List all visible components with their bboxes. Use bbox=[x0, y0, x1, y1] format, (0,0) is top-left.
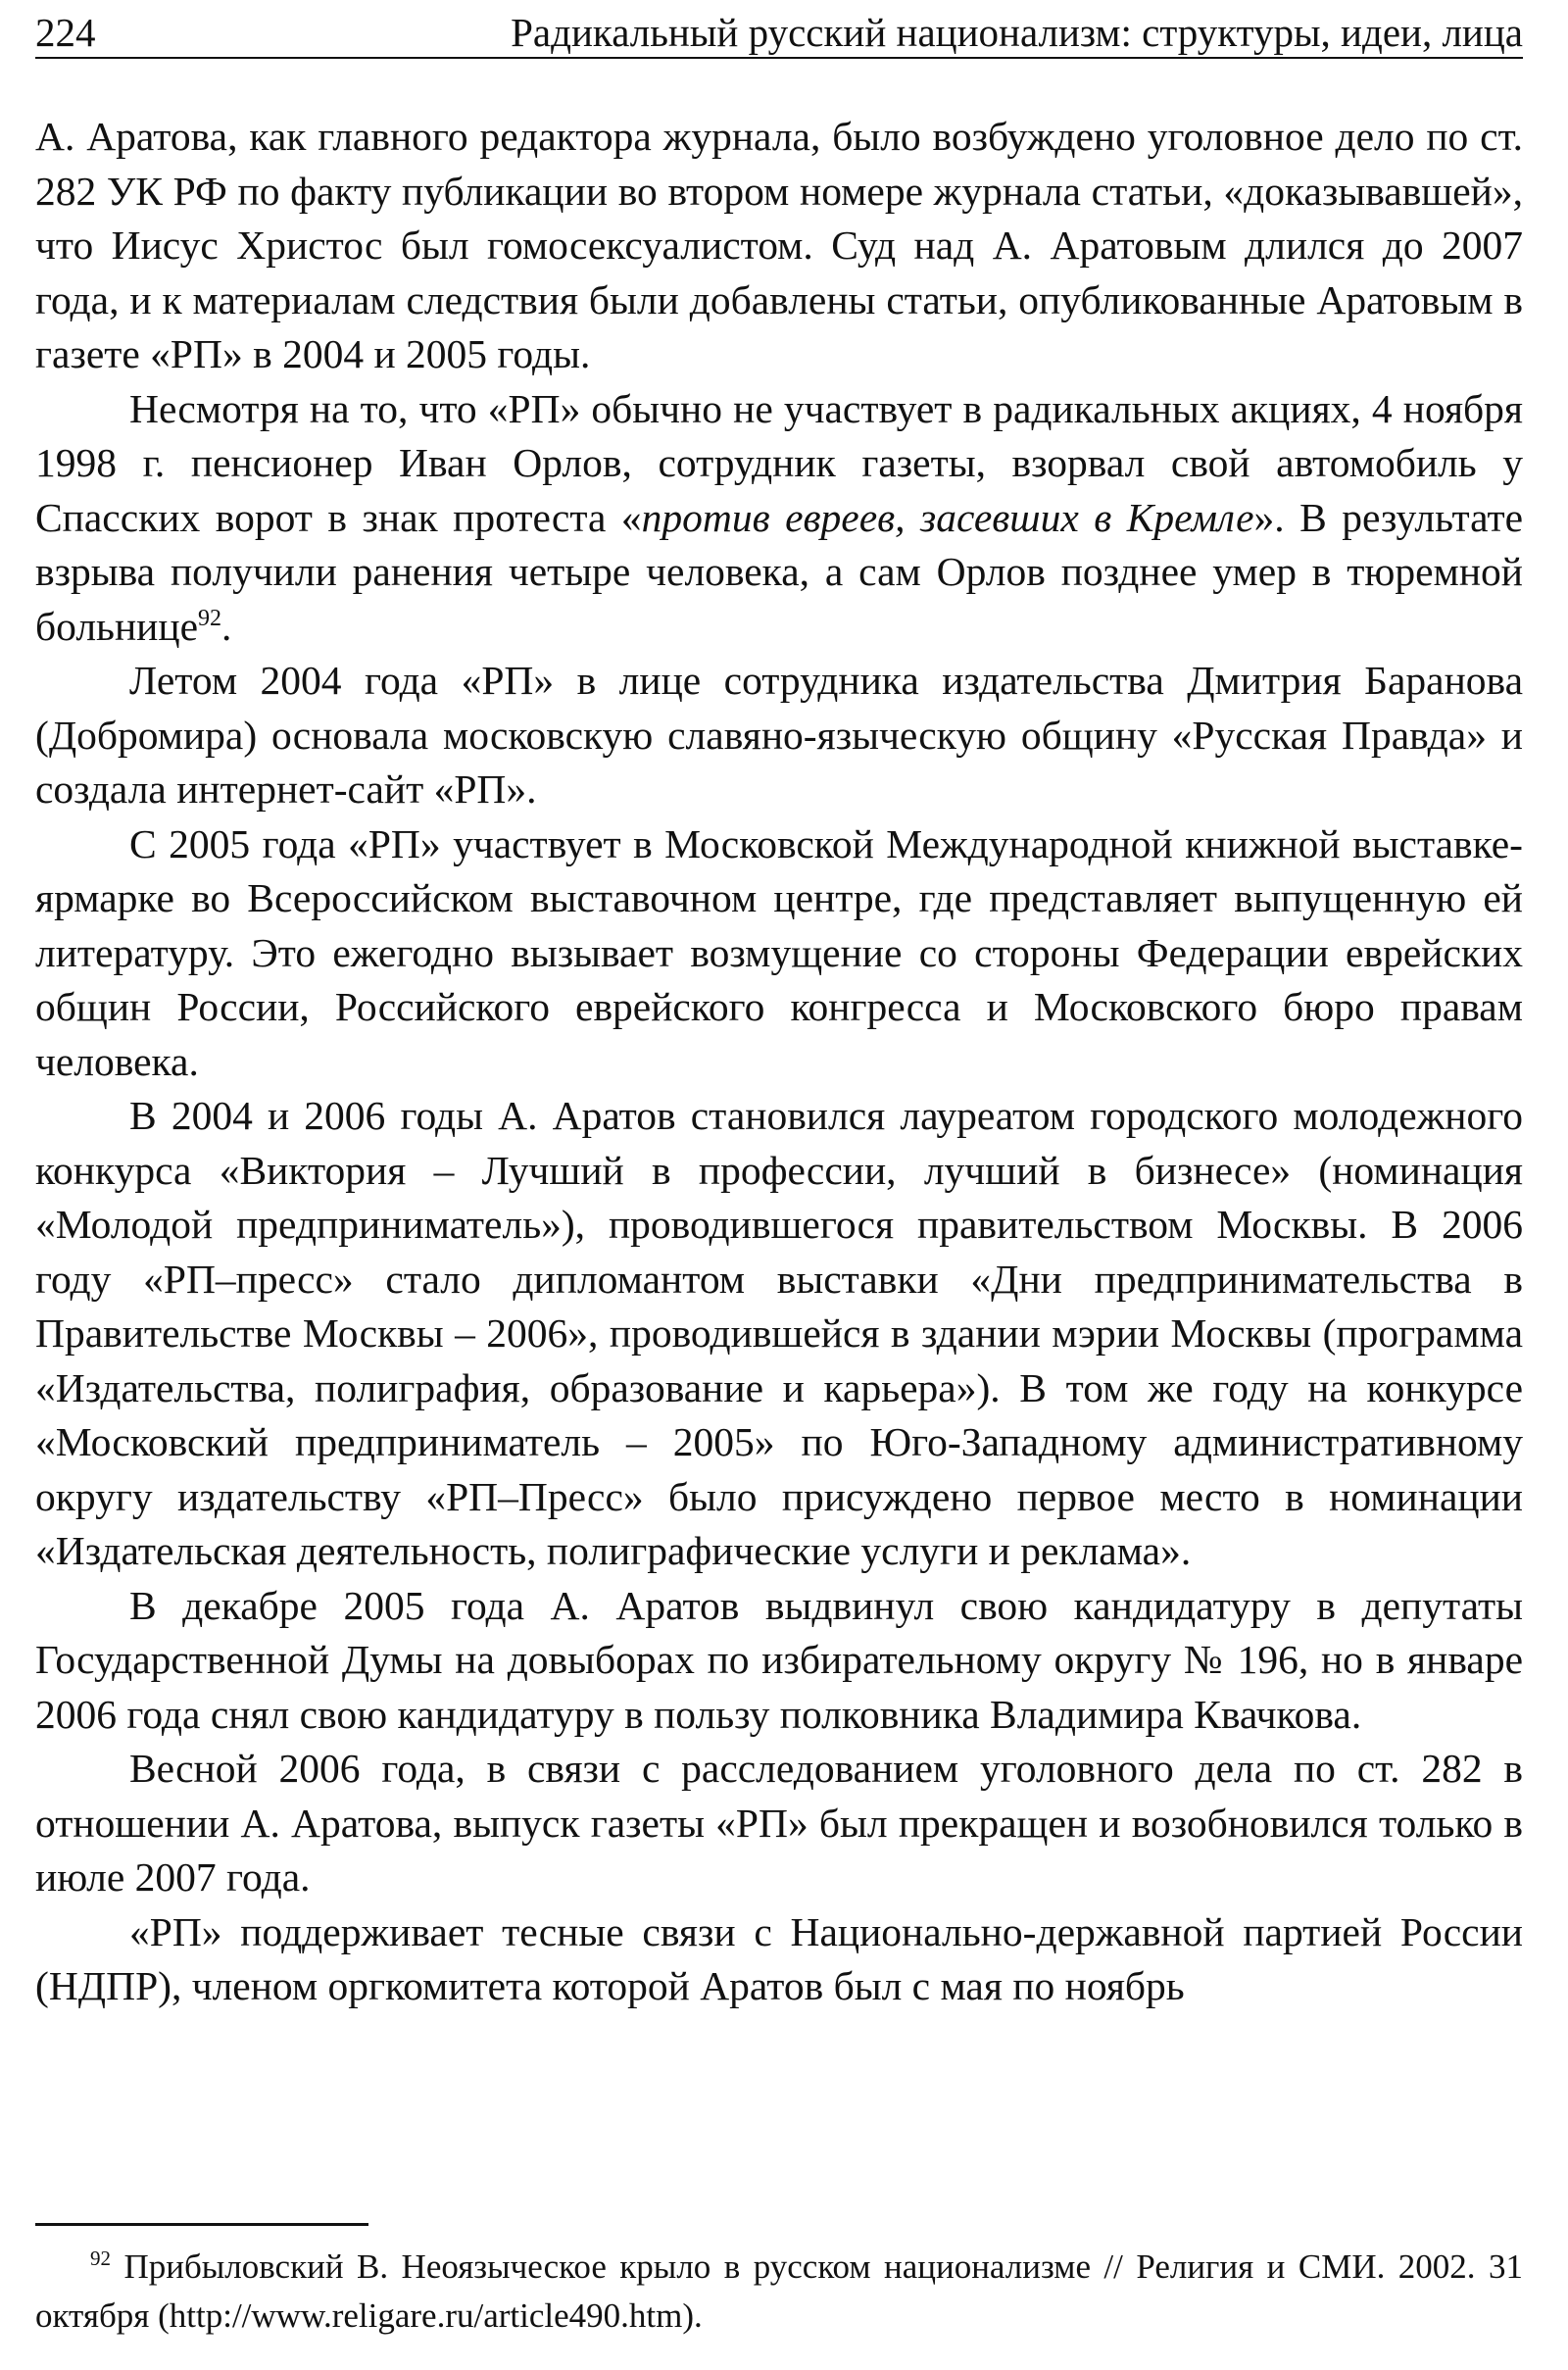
footnote-paragraph bbox=[35, 2243, 1523, 2341]
paragraph-8: «РП» поддерживает тесные связи с Национально-державной партией России (НДПР), членом оргкомитета которой Аратов был с мая по ноябрь bbox=[35, 1908, 1523, 2008]
footnote-reference[interactable]: 92 bbox=[198, 605, 221, 631]
paragraph-2 bbox=[35, 382, 1523, 655]
footnote-number: 92 bbox=[90, 2247, 111, 2270]
paragraph-3: Летом 2004 года «РП» в лице сотрудника издательства Дмитрия Баранова (Добромира) основала московскую славяно-языческую общину «Русская Правда» и создала интернет-сайт «РП». bbox=[35, 658, 1523, 812]
footnote-text: Прибыловский В. Неоязыческое крыло в русском национализме // Религия и СМИ. 2002. 31 октября (http://www.religare.ru/article490.htm). bbox=[35, 2247, 1523, 2335]
paragraph-2-end: . bbox=[221, 603, 232, 649]
running-title: Радикальный русский национализм: структуры, идеи, лица bbox=[511, 10, 1523, 55]
paragraph-4: С 2005 года «РП» участвует в Московской Международной книжной выставке-ярмарке во Всероссийском выставочном центре, где представляет выпущенную ей литературу. Это ежегодно вызывает возмущение со стороны Федерации еврейских общин России, Российского еврейского конгресса и Московского бюро правам человека. bbox=[35, 820, 1523, 1084]
italic-quote: против евреев, засевших в Кремле bbox=[641, 494, 1254, 540]
paragraph-5: В 2004 и 2006 годы А. Аратов становился лауреатом городского молодежного конкурса «Виктория – Лучший в профессии, лучший в бизнесе» (номинация «Молодой предприниматель»), проводившегося правительством Москвы. В 2006 году «РП–пресс» стало дипломантом выставки «Дни предпринимательства в Правительстве Москвы – 2006», проводившейся в здании мэрии Москвы (программа «Издательства, полиграфия, образование и карьера»). В том же году на конкурсе «Московский предприниматель – 2005» по Юго-Западному административному округу издательству «РП–Пресс» было присуждено первое место в номинации «Издательская деятельность, полиграфические услуги и реклама». bbox=[35, 1093, 1523, 1573]
paragraph-2-middle: ». В результате взрыва получили ранения четыре человека, а сам Орлов позднее умер в тюремной больнице bbox=[35, 494, 1524, 649]
page-number: 224 bbox=[35, 10, 96, 55]
footnote bbox=[35, 2243, 1523, 2341]
footnote-divider bbox=[35, 2223, 368, 2226]
body-text bbox=[35, 110, 1523, 2014]
paragraph-7: Весной 2006 года, в связи с расследованием уголовного дела по ст. 282 в отношении А. Аратова, выпуск газеты «РП» был прекращен и возобновился только в июле 2007 года. bbox=[35, 1746, 1523, 1900]
paragraph-1: А. Аратова, как главного редактора журнала, было возбуждено уголовное дело по ст. 282 УК РФ по факту публикации во втором номере журнала статьи, «доказывавшей», что Иисус Христос был гомосексуалистом. Суд над А. Аратовым длился до 2007 года, и к материалам следствия были добавлены статьи, опубликованные Аратовым в газете «РП» в 2004 и 2005 годы. bbox=[35, 114, 1523, 376]
paragraph-6: В декабре 2005 года А. Аратов выдвинул свою кандидатуру в депутаты Государственной Думы на довыборах по избирательному округу № 196, но в январе 2006 года снял свою кандидатуру в пользу полковника Владимира Квачкова. bbox=[35, 1582, 1523, 1737]
paragraph-2-start: Несмотря на то, что «РП» обычно не участвует в радикальных акциях, 4 ноября 1998 г. пенсионер Иван Орлов, сотрудник газеты, взорвал свой автомобиль у Спасских ворот в знак протеста « bbox=[35, 385, 1523, 540]
page-header bbox=[35, 8, 1523, 59]
